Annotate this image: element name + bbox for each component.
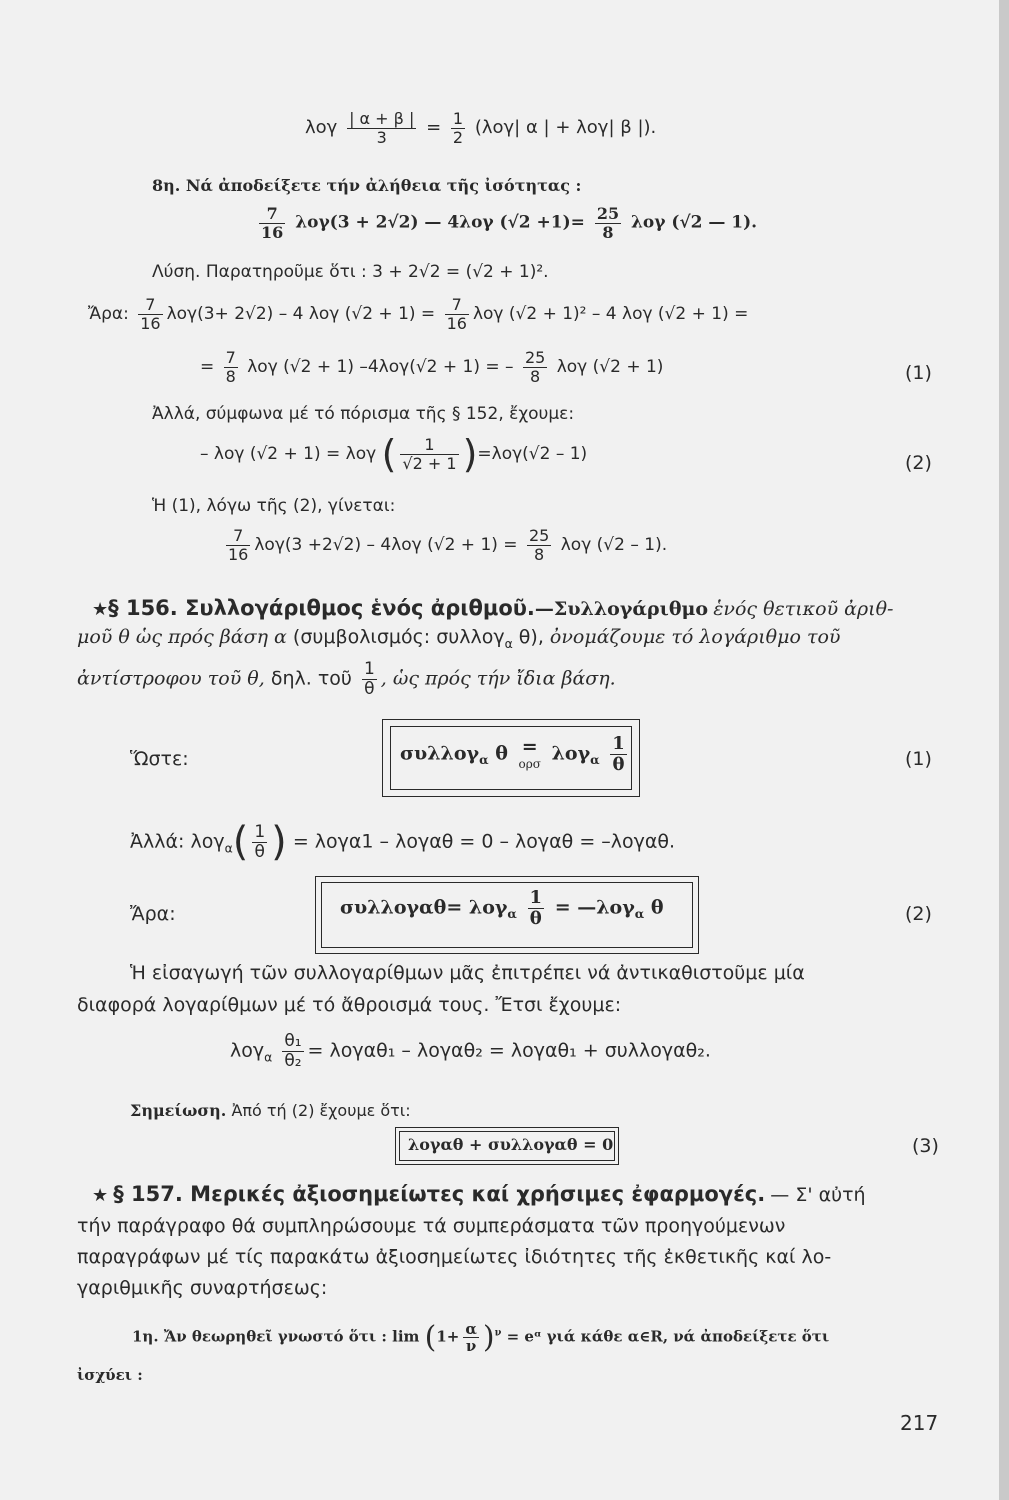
exercise-8-equation: $\frac{7}{16}$ λογ(3 + 2√2) — 4λογ (√2 +1)= $\frac{25}{8}$ λογ (√2 — 1). [261, 204, 758, 242]
paragraph-line-2: διαφορά λογαρίθμων μέ τό ἄθροισμά τους. Ἔτσι ἔχουμε: [77, 994, 622, 1016]
definition-formula: συλλογ$_\alpha$ θ = ορσ λογ$_\alpha$ $\frac{1}{\theta}$ [400, 733, 625, 775]
section-157-heading: ★ § 157. Μερικές ἀξιοσημείωτες καί χρήσιμες ἐφαρμογές. — Σ' αὐτή [92, 1182, 866, 1206]
paragraph-line-1: Ἡ εἰσαγωγή τῶν συλλογαρίθμων μᾶς ἐπιτρέπει νά ἀντικαθιστοῦμε μία [130, 962, 805, 984]
equation-number-box-3: (3) [912, 1135, 939, 1157]
identity-formula: λογαθ + συλλογαθ = 0 [408, 1135, 614, 1154]
section-156-line-2: μοῦ θ ὡς πρός βάση α (συμβολισμός: συλλογ$_\alpha$ θ), ὀνομάζουμε τό λογάριθμο τοῦ [77, 626, 841, 651]
section-156-line-3: ἀντίστροφου τοῦ θ, δηλ. τοῦ $\frac{1}{\theta}$ , ὡς πρός τήν ἴδια βάση. [77, 659, 616, 699]
equation-number-2: (2) [905, 452, 932, 474]
equation-number-1: (1) [905, 362, 932, 384]
derivation-line-2: = $\frac{7}{8}$ λογ (√2 + 1) –4λογ(√2 + 1) = – $\frac{25}{8}$ λογ (√2 + 1) [200, 348, 664, 386]
result-formula: συλλογαθ= λογ$_\alpha$ $\frac{1}{\theta}$ = —λογ$_\alpha$ θ [340, 887, 664, 929]
exercise-1-end: ἰσχύει : [77, 1366, 143, 1384]
note-line: Σημείωση. Ἀπό τή (2) ἔχουμε ὅτι: [130, 1101, 411, 1120]
alla-derivation: Ἀλλά: λογ$_\alpha$( $\frac{1}{\theta}$ ) = λογα1 – λογαθ = 0 – λογαθ = –λογαθ. [130, 819, 676, 865]
section-156-heading: ★§ 156. Συλλογάριθμος ἑνός ἀριθμοῦ.—Συλλογάριθμο ἑνός θετικοῦ ἀριθ- [92, 596, 894, 620]
exercise-1-line: 1η. Ἄν θεωρηθεῖ γνωστό ὅτι : lim (1+ $\frac{\alpha}{\nu}$ )$^\nu$ = eᵅ γιά κάθε α∈R, νά ἀποδείξετε ὅτι [132, 1319, 830, 1355]
top-formula: λογ $\frac{| \alpha + \beta |}{3}$ = $\frac{1}{2}$ (λογ| α | + λογ| β |). [305, 109, 657, 147]
ara-label: Ἄρα: [130, 903, 176, 925]
equation-number-box-1: (1) [905, 748, 932, 770]
equation-number-box-2: (2) [905, 903, 932, 925]
difference-formula: λογ$_\alpha$ $\frac{\text{θ₁}}{\text{θ₂}}$ = λογαθ₁ – λογαθ₂ = λογαθ₁ + συλλογαθ₂. [230, 1031, 711, 1071]
section-157-line-3: παραγράφων μέ τίς παρακάτω ἀξιοσημείωτες ἰδιότητες τῆς ἐκθετικῆς καί λο- [77, 1246, 832, 1268]
page-edge [999, 0, 1009, 1500]
derivation-line-3: – λογ (√2 + 1) = λογ ( $\frac{1}{√2 + 1}$ )=λογ(√2 – 1) [200, 432, 588, 476]
h-line: Ἡ (1), λόγω τῆς (2), γίνεται: [152, 496, 396, 516]
page-number: 217 [900, 1411, 939, 1435]
solution-line: Λύση. Παρατηροῦμε ὅτι : 3 + 2√2 = (√2 + 1)². [152, 262, 549, 282]
section-157-line-2: τήν παράγραφο θά συμπληρώσουμε τά συμπεράσματα τῶν προηγούμενων [77, 1215, 786, 1237]
section-157-line-4: γαριθμικῆς συναρτήσεως: [77, 1277, 328, 1299]
derivation-line-4: $\frac{7}{16}$ λογ(3 +2√2) – 4λογ (√2 + 1) = $\frac{25}{8}$ λογ (√2 – 1). [228, 526, 668, 564]
oste-label: Ὥστε: [130, 748, 189, 770]
exercise-8-statement: 8η. Νά ἀποδείξετε τήν ἀλήθεια τῆς ἰσότητας : [152, 176, 582, 195]
alla-line: Ἀλλά, σύμφωνα μέ τό πόρισμα τῆς § 152, ἔχουμε: [152, 404, 575, 424]
derivation-line-1: Ἄρα: $\frac{7}{16}$ λογ(3+ 2√2) – 4 λογ (√2 + 1) = $\frac{7}{16}$ λογ (√2 + 1)² – 4 λογ (√2 + 1) = [88, 295, 749, 333]
